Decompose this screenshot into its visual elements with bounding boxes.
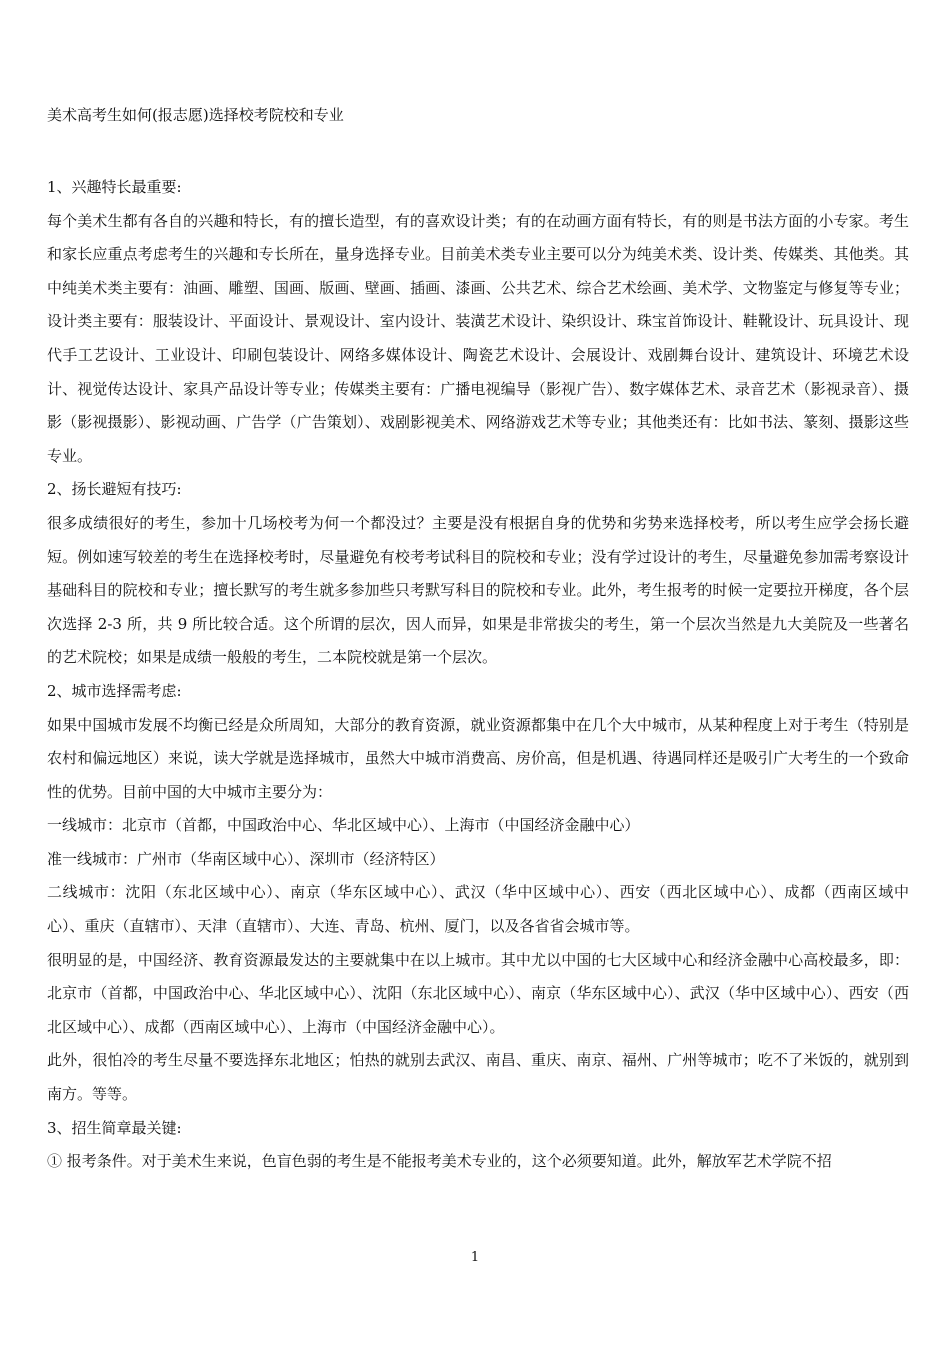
paragraph: 如果中国城市发展不均衡已经是众所周知，大部分的教育资源，就业资源都集中在几个大中城市，从某种程度上对于考生（特别是农村和偏远地区）来说，读大学就是选择城市，虽然大中城市消费高、房价高，但是机遇、待遇同样还是吸引广大考生的一个致命性的优势。目前中国的大中城市主要分为： [47,715,909,801]
paragraph: 很明显的是，中国经济、教育资源最发达的主要就集中在以上城市。其中尤以中国的七大区域中心和经济金融中心高校最多，即：北京市（首都，中国政治中心、华北区域中心）、沈阳（东北区域中心）、南京（华东区域中心）、武汉（华中区域中心）、西安（西北区域中心）、成都（西南区域中心）、上海市（中国经济金融中心）。 [47,950,909,1036]
paragraph: 很多成绩很好的考生，参加十几场校考为何一个都没过？主要是没有根据自身的优势和劣势来选择校考，所以考生应学会扬长避短。例如速写较差的考生在选择校考时，尽量避免有校考考试科目的院校和专业；没有学过设计的考生，尽量避免参加需考察设计基础科目的院校和专业；擅长默写的考生就多参加些只考默写科目的院校和专业。此外，考生报考的时候一定要拉开梯度，各个层次选择 2-3 所，共 9 所比较合适。这个所谓的层次，因人而异，如果是非常拔尖的考生，第一个层次当然是九大美院及一些著名的艺术院校；如果是成绩一般般的考生，二本院校就是第一个层次。 [47,513,909,667]
paragraph: 每个美术生都有各自的兴趣和特长，有的擅长造型，有的喜欢设计类；有的在动画方面有特长，有的则是书法方面的小专家。考生和家长应重点考虑考生的兴趣和专长所在，量身选择专业。目前美术类专业主要可以分为纯美术类、设计类、传媒类、其他类。其中纯美术类主要有：油画、雕塑、国画、版画、壁画、插画、漆画、公共艺术、综合艺术绘画、美术学、文物鉴定与修复等专业；设计类主要有：服装设计、平面设计、景观设计、室内设计、装潢艺术设计、染织设计、珠宝首饰设计、鞋靴设计、玩具设计、现代手工艺设计、工业设计、印刷包装设计、网络多媒体设计、陶瓷艺术设计、会展设计、戏剧舞台设计、建筑设计、环境艺术设计、视觉传达设计、家具产品设计等专业；传媒类主要有：广播电视编导（影视广告）、数字媒体艺术、录音艺术（影视录音）、摄影（影视摄影）、影视动画、广告学（广告策划）、戏剧影视美术、网络游戏艺术等专业；其他类还有：比如书法、篆刻、摄影这些专业。 [47,211,909,465]
paragraph: 准一线城市：广州市（华南区域中心）、深圳市（经济特区） [47,849,445,868]
page-number: 1 [470,1250,480,1265]
document-body [47,171,909,1179]
section-heading: 2、城市选择需考虑: [47,681,182,700]
document-title: 美术高考生如何(报志愿)选择校考院校和专业 [47,106,344,124]
paragraph: 此外，很怕冷的考生尽量不要选择东北地区；怕热的就别去武汉、南昌、重庆、南京、福州、广州等城市；吃不了米饭的，就别到南方。等等。 [47,1051,909,1104]
section-heading: 1、兴趣特长最重要: [47,178,182,196]
paragraph: 一线城市：北京市（首都，中国政治中心、华北区域中心）、上海市（中国经济金融中心） [47,816,640,835]
paragraph: 二线城市：沈阳（东北区域中心）、南京（华东区域中心）、武汉（华中区域中心）、西安（西北区域中心）、成都（西南区域中心）、重庆（直辖市）、天津（直辖市）、大连、青岛、杭州、厦门，以及各省省会城市等。 [47,883,909,936]
section-heading: 2、扬长避短有技巧: [47,480,182,499]
paragraph: ① 报考条件。对于美术生来说，色盲色弱的考生是不能报考美术专业的，这个必须要知道。此外，解放军艺术学院不招 [47,1152,832,1171]
section-heading: 3、招生简章最关键: [47,1118,182,1137]
